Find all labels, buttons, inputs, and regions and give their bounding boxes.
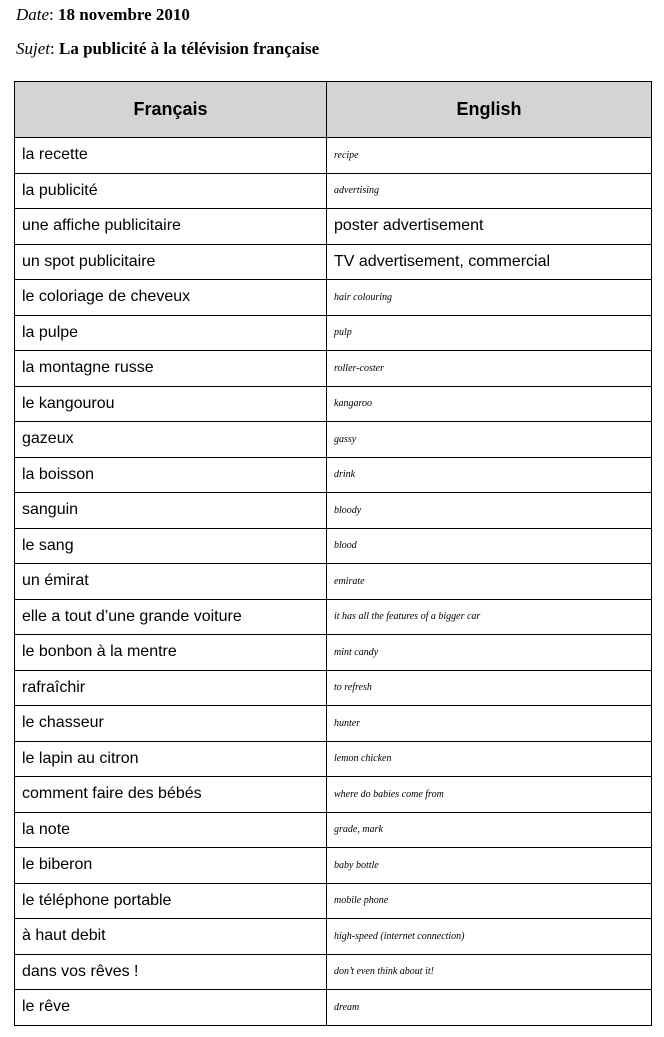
table-row xyxy=(15,422,652,458)
table-row xyxy=(15,954,652,990)
french-term: comment faire des bébés xyxy=(15,777,327,813)
vocabulary-table xyxy=(14,81,652,1026)
english-translation: blood xyxy=(327,528,652,564)
table-row xyxy=(15,919,652,955)
table-header-row xyxy=(15,82,652,138)
subject-value: La publicité à la télévision française xyxy=(58,39,320,58)
table-row xyxy=(15,848,652,884)
french-term: le bonbon à la mentre xyxy=(15,635,327,671)
table-row xyxy=(15,812,652,848)
english-translation: don’t even think about it! xyxy=(327,954,652,990)
french-term: rafraîchir xyxy=(15,670,327,706)
french-term: le sang xyxy=(15,528,327,564)
french-term: la montagne russe xyxy=(15,351,327,387)
english-translation: TV advertisement, commercial xyxy=(327,244,652,280)
table-row xyxy=(15,209,652,245)
english-translation: advertising xyxy=(327,173,652,209)
english-translation: recipe xyxy=(327,138,652,174)
english-translation: high-speed (internet connection) xyxy=(327,919,652,955)
french-term: le biberon xyxy=(15,848,327,884)
table-row xyxy=(15,741,652,777)
table-row xyxy=(15,280,652,316)
french-term: une affiche publicitaire xyxy=(15,209,327,245)
french-term: la publicité xyxy=(15,173,327,209)
english-translation: roller-coster xyxy=(327,351,652,387)
french-term: le lapin au citron xyxy=(15,741,327,777)
french-term: gazeux xyxy=(15,422,327,458)
vocabulary-table-body xyxy=(15,138,652,1026)
table-row xyxy=(15,990,652,1026)
english-translation: where do babies come from xyxy=(327,777,652,813)
english-translation: mobile phone xyxy=(327,883,652,919)
english-translation: drink xyxy=(327,457,652,493)
english-translation: dream xyxy=(327,990,652,1026)
english-translation: baby bottle xyxy=(327,848,652,884)
french-term: un spot publicitaire xyxy=(15,244,327,280)
table-row xyxy=(15,528,652,564)
english-translation: poster advertisement xyxy=(327,209,652,245)
table-row xyxy=(15,315,652,351)
english-translation: mint candy xyxy=(327,635,652,671)
table-row xyxy=(15,457,652,493)
french-term: elle a tout d’une grande voiture xyxy=(15,599,327,635)
english-translation: gassy xyxy=(327,422,652,458)
table-row xyxy=(15,883,652,919)
subject-label: Sujet xyxy=(16,39,50,58)
french-term: la pulpe xyxy=(15,315,327,351)
table-row xyxy=(15,351,652,387)
french-term: le téléphone portable xyxy=(15,883,327,919)
french-term: dans vos rêves ! xyxy=(15,954,327,990)
table-row xyxy=(15,777,652,813)
table-row xyxy=(15,386,652,422)
french-term: le kangourou xyxy=(15,386,327,422)
table-row xyxy=(15,564,652,600)
french-term: sanguin xyxy=(15,493,327,529)
french-term: la recette xyxy=(15,138,327,174)
table-row xyxy=(15,635,652,671)
french-term: la boisson xyxy=(15,457,327,493)
french-term: le chasseur xyxy=(15,706,327,742)
french-term: le rêve xyxy=(15,990,327,1026)
table-row xyxy=(15,138,652,174)
table-row xyxy=(15,599,652,635)
english-translation: hair colouring xyxy=(327,280,652,316)
english-translation: emirate xyxy=(327,564,652,600)
table-row xyxy=(15,173,652,209)
column-header-french: Français xyxy=(15,82,327,138)
table-row xyxy=(15,493,652,529)
date-value: 18 novembre 2010 xyxy=(58,5,190,24)
date-label: Date xyxy=(16,5,50,24)
french-term: la note xyxy=(15,812,327,848)
english-translation: kangaroo xyxy=(327,386,652,422)
table-row xyxy=(15,244,652,280)
english-translation: grade, mark xyxy=(327,812,652,848)
french-term: le coloriage de cheveux xyxy=(15,280,327,316)
table-row xyxy=(15,670,652,706)
english-translation: lemon chicken xyxy=(327,741,652,777)
english-translation: hunter xyxy=(327,706,652,742)
column-header-english: English xyxy=(327,82,652,138)
french-term: un émirat xyxy=(15,564,327,600)
english-translation: pulp xyxy=(327,315,652,351)
subject-line: Sujet: La publicité à la télévision française xyxy=(16,39,320,58)
english-translation: bloody xyxy=(327,493,652,529)
english-translation: it has all the features of a bigger car xyxy=(327,599,652,635)
date-line: Date: 18 novembre 2010 xyxy=(16,5,190,24)
table-row xyxy=(15,706,652,742)
french-term: à haut debit xyxy=(15,919,327,955)
english-translation: to refresh xyxy=(327,670,652,706)
